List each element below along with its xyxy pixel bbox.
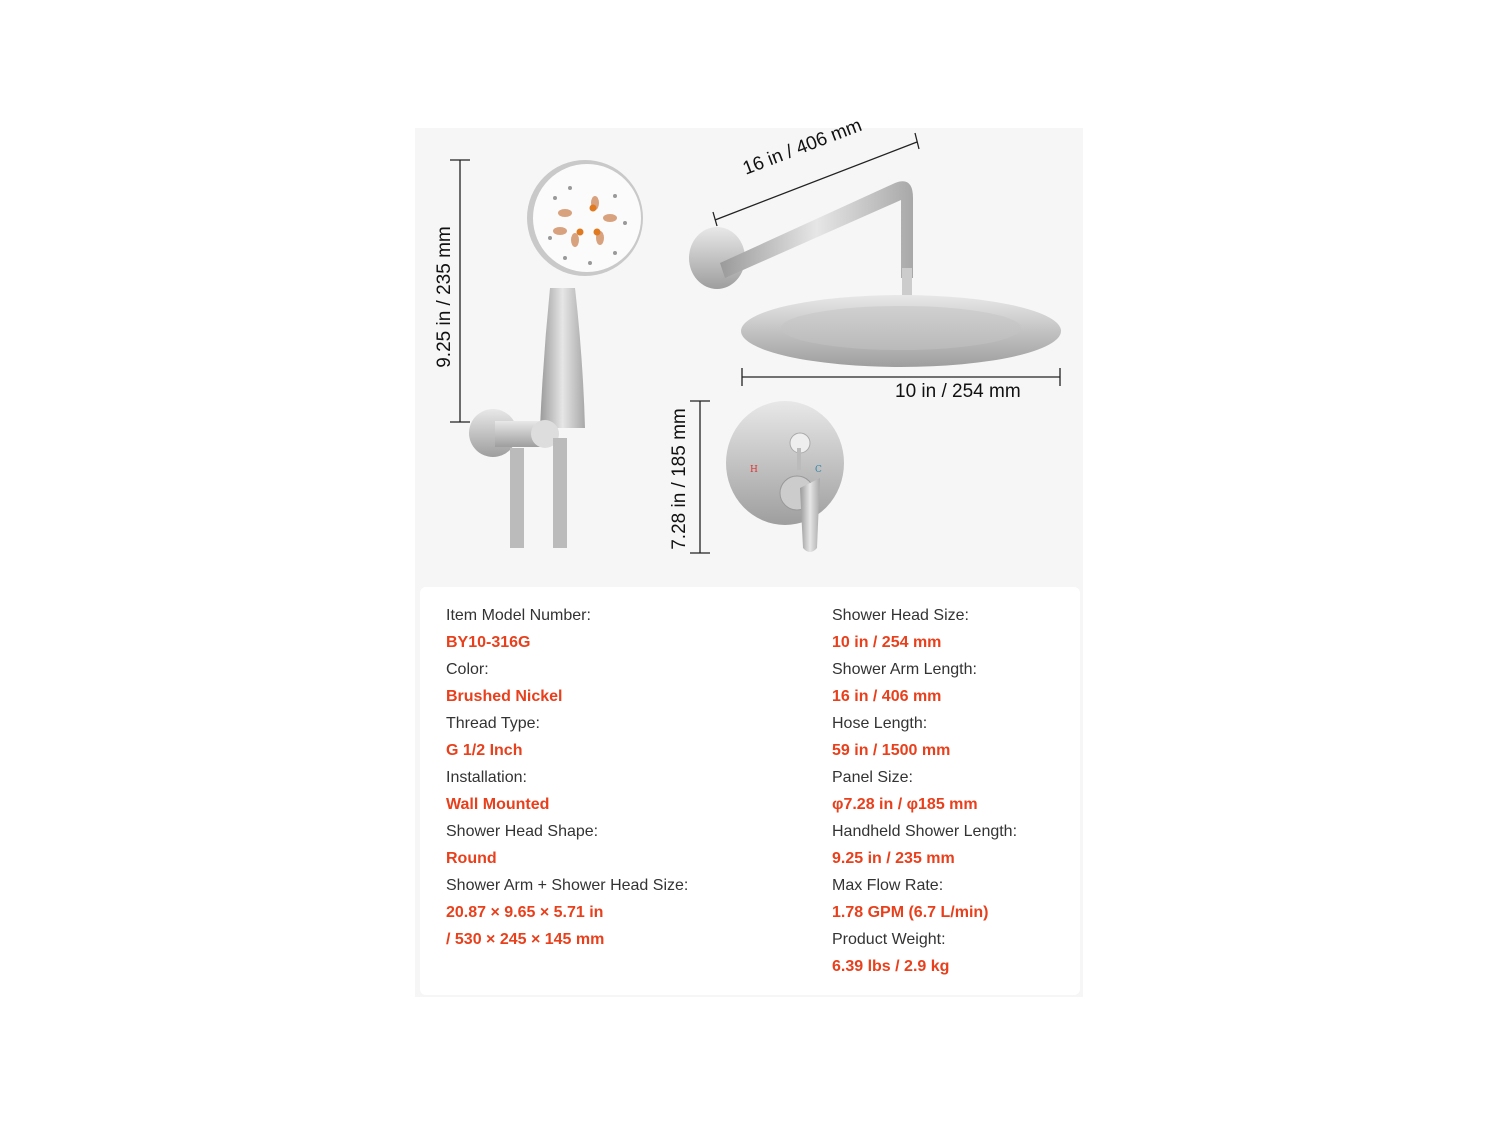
spec-value: 16 in / 406 mm: [832, 688, 942, 705]
arm-dimension-label: 16 in / 406 mm: [740, 114, 865, 180]
spec-value: G 1/2 Inch: [446, 742, 523, 759]
spec-label: Hose Length:: [832, 715, 928, 732]
spec-label: Product Weight:: [832, 931, 946, 948]
spec-label: Panel Size:: [832, 769, 913, 786]
spec-value: Brushed Nickel: [446, 688, 563, 705]
spec-value: 20.87 × 9.65 × 5.71 in: [446, 904, 604, 921]
specs-card: [420, 587, 1080, 995]
spec-label: Installation:: [446, 769, 527, 786]
spec-label: Item Model Number:: [446, 607, 591, 624]
spec-value-metric: / 530 × 245 × 145 mm: [446, 931, 605, 948]
spec-label: Max Flow Rate:: [832, 877, 944, 894]
spec-value: 10 in / 254 mm: [832, 634, 942, 651]
head-dimension-label: 10 in / 254 mm: [895, 381, 1021, 402]
spec-label: Color:: [446, 661, 489, 678]
spec-label: Shower Arm Length:: [832, 661, 977, 678]
spec-label: Shower Head Size:: [832, 607, 969, 624]
spec-value: φ7.28 in / φ185 mm: [832, 796, 978, 813]
valve-panel-image: [726, 401, 844, 552]
spec-label: Thread Type:: [446, 715, 540, 732]
hot-label: H: [750, 465, 758, 475]
spec-value: Round: [446, 850, 497, 867]
handheld-shower-image: [469, 160, 643, 548]
specs-right: [832, 602, 1017, 980]
spec-value: BY10-316G: [446, 634, 531, 651]
product-panel: [415, 114, 1083, 997]
spec-value: 9.25 in / 235 mm: [832, 850, 955, 867]
handheld-dimension-label: 9.25 in / 235 mm: [434, 226, 455, 368]
specs-left: [446, 602, 688, 953]
spec-label: Shower Arm + Shower Head Size:: [446, 877, 689, 894]
panel-dimension-line: [690, 401, 710, 553]
product-illustration: [415, 128, 1083, 588]
spec-value: Wall Mounted: [446, 796, 550, 813]
panel-dimension-label: 7.28 in / 185 mm: [669, 408, 690, 550]
spec-value: 6.39 lbs / 2.9 kg: [832, 958, 950, 975]
spec-label: Handheld Shower Length:: [832, 823, 1018, 840]
spec-label: Shower Head Shape:: [446, 823, 599, 840]
spec-value: 59 in / 1500 mm: [832, 742, 951, 759]
spec-value: 1.78 GPM (6.7 L/min): [832, 904, 989, 921]
cold-label: C: [815, 465, 822, 475]
